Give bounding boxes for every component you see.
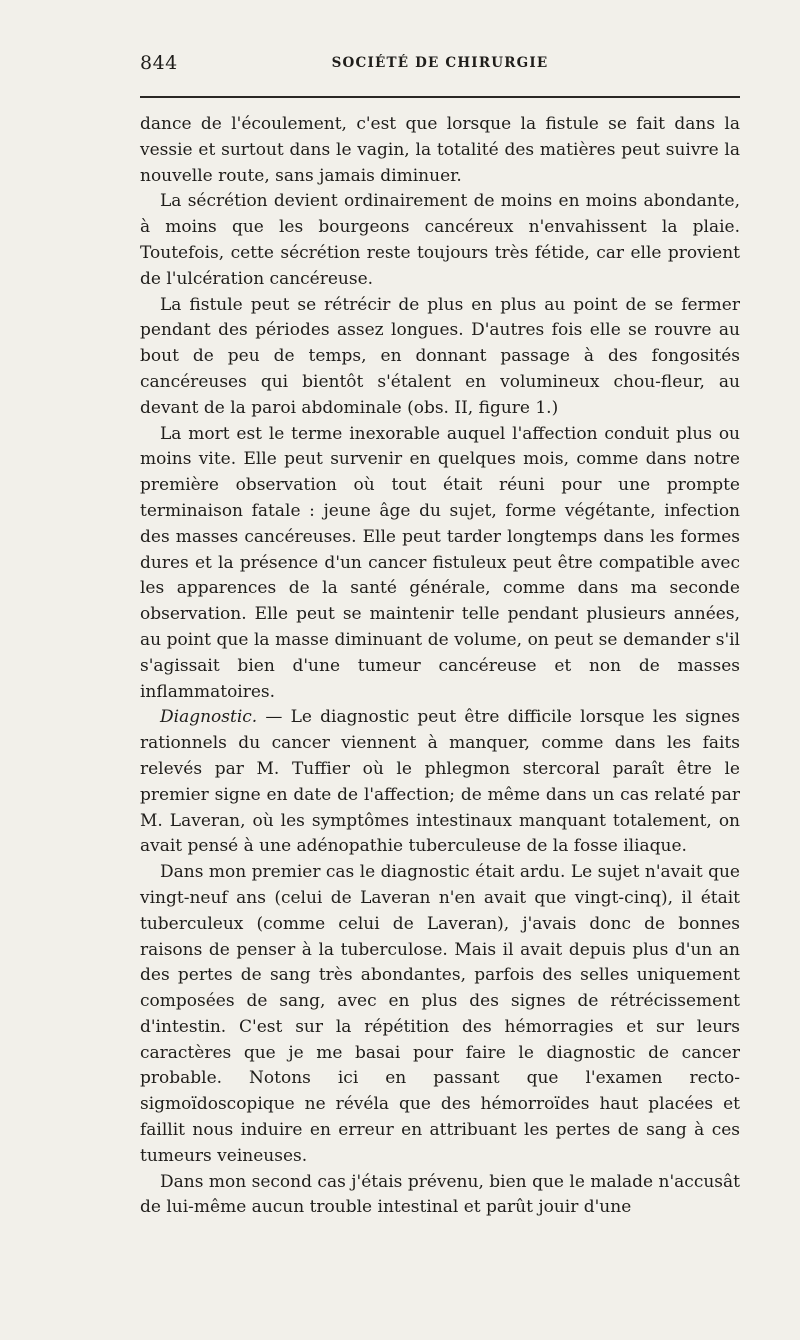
body-text [140,112,740,1221]
paragraph-second-cas: Dans mon second cas j'étais prévenu, bien que le malade n'accusât de lui-même aucun trouble intestinal et parût jouir d'une [140,1171,740,1218]
paragraph-secretion: La sécrétion devient ordinairement de moins en moins abondante, à moins que les bourgeons cancéreux n'envahissent la plaie. Toutefois, cette sécrétion reste toujours très fétide, car elle provient de l'ulcération cancéreuse. [140,191,740,289]
page-number: 844 [140,52,178,74]
paragraph-continued: dance de l'écoulement, c'est que lorsque la fistule se fait dans la vessie et surtout dans le vagin, la totalité des matières peut suivre la nouvelle route, sans jamais diminuer. [140,114,740,186]
running-header [140,52,740,78]
diagnostic-text: — Le diagnostic peut être difficile lorsque les signes rationnels du cancer viennent à manquer, comme dans les faits relevés par M. Tuffier où le phlegmon stercoral paraît être le premier signe en date de l'affection; de même dans un cas relaté par M. Laveran, où les symptômes intestinaux manquant totalement, on avait pensé à une adénopathie tuberculeuse de la fosse iliaque. [140,707,740,857]
diagnostic-heading: Diagnostic. [160,707,258,728]
paragraph-mort: La mort est le terme inexorable auquel l'affection conduit plus ou moins vite. Elle peut survenir en quelques mois, comme dans notre première observation où tout était réuni pour une prompte terminaison fatale : jeune âge du sujet, forme végétante, infection des masses cancéreuses. Elle peut tarder longtemps dans les formes dures et la présence d'un cancer fistuleux peut être compatible avec les apparences de la santé générale, comme dans ma seconde observation. Elle peut se maintenir telle pendant plusieurs années, au point que la masse diminuant de volume, on peut se demander s'il s'agissait bien d'une tumeur cancéreuse et non de masses inflammatoires. [140,423,740,702]
header-rule [140,96,740,98]
paragraph-diagnostic [140,705,740,860]
paragraph-fistule: La fistule peut se rétrécir de plus en plus au point de se fermer pendant des périodes assez longues. D'autres fois elle se rouvre au bout de peu de temps, en donnant passage à des fongosités cancéreuses qui bientôt s'étalent en volumineux chou-fleur, au devant de la paroi abdominale (obs. II, figure 1.) [140,294,740,418]
paragraph-premier-cas: Dans mon premier cas le diagnostic était ardu. Le sujet n'avait que vingt-neuf ans (celui de Laveran n'en avait que vingt-cinq), il était tuberculeux (comme celui de Laveran), j'avais donc de bonnes raisons de penser à la tuberculose. Mais il avait depuis plus d'un an des pertes de sang très abondantes, parfois des selles uniquement composées de sang, avec en plus des signes de rétrécissement d'intestin. C'est sur la répétition des hémorragies et sur leurs caractères que je me basai pour faire le diagnostic de cancer probable. Notons ici en passant que l'examen recto-sigmoïdoscopique ne révéla que des hémorroïdes haut placées et faillit nous induire en erreur en attribuant les pertes de sang à ces tumeurs veineuses. [140,862,740,1166]
running-title: SOCIÉTÉ DE CHIRURGIE [331,55,549,71]
